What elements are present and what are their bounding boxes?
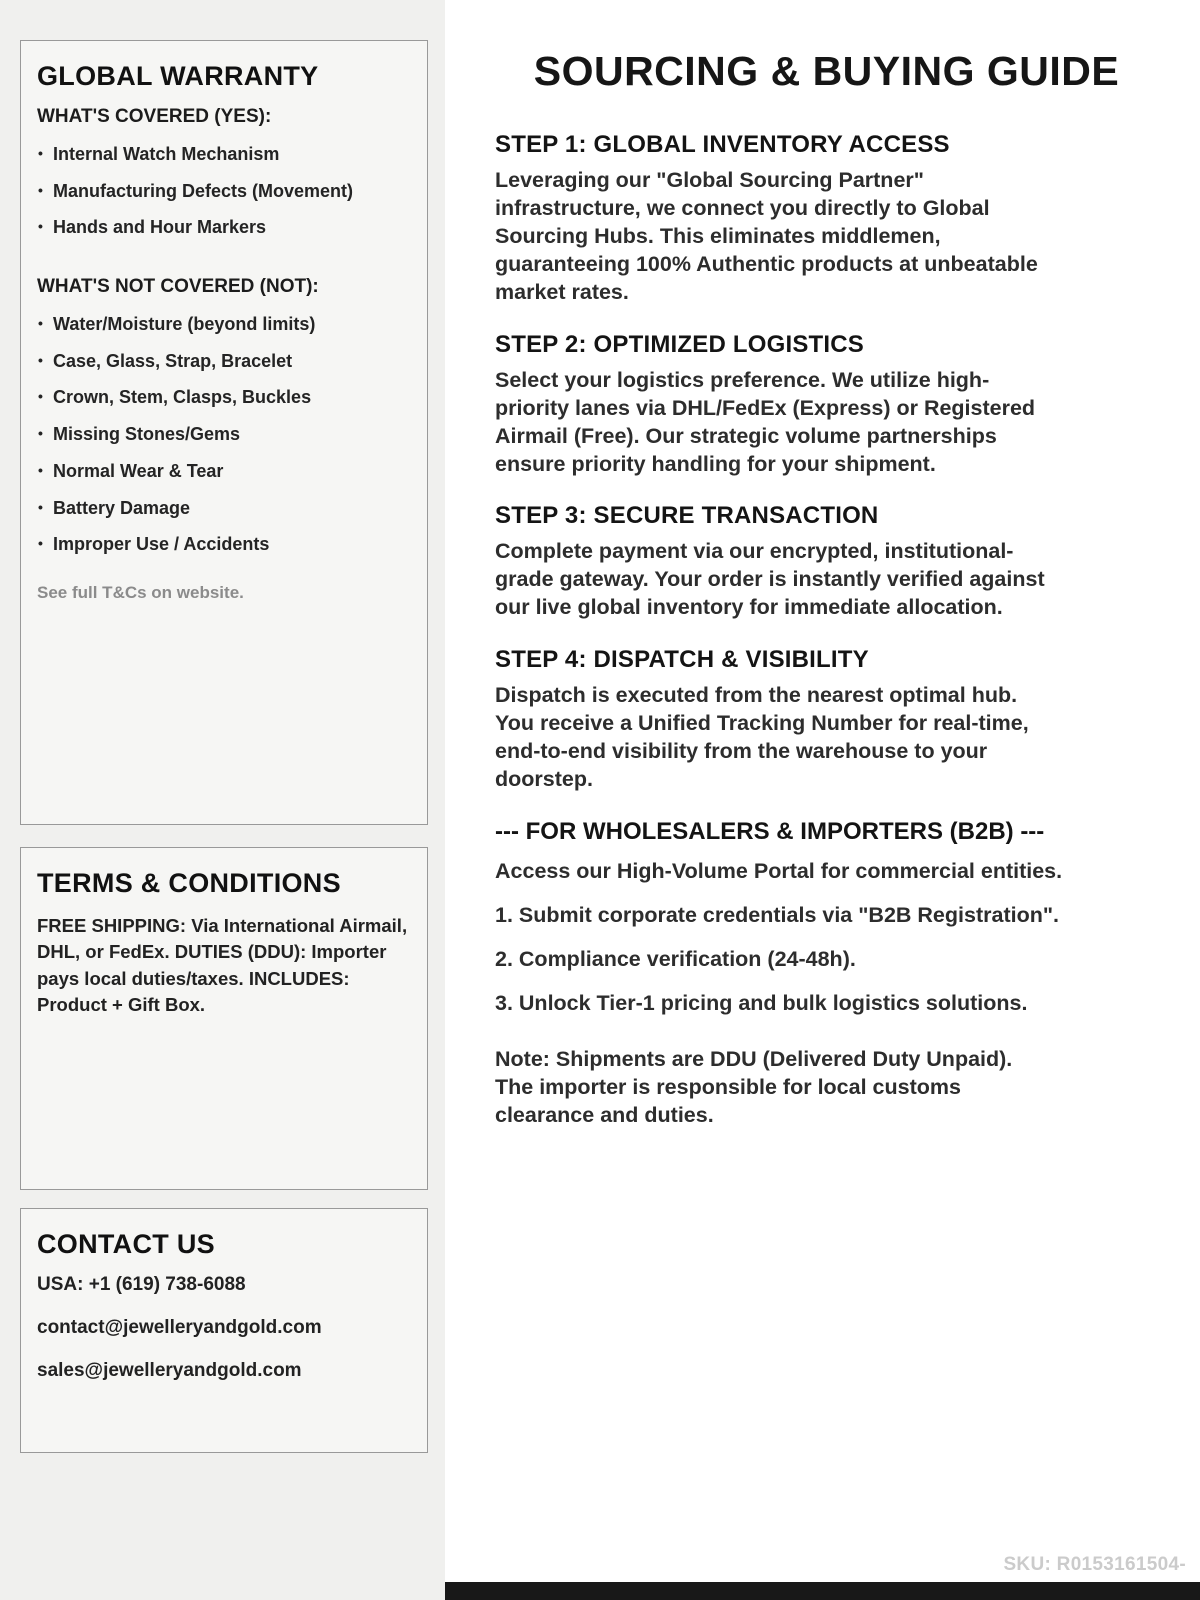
terms-body: FREE SHIPPING: Via International Airmail, DHL, or FedEx. DUTIES (DDU): Importer pays local duties/taxes. INCLUDES: Product + Gift Box. [37, 915, 408, 1015]
warranty-panel [20, 40, 428, 825]
list-item: • Water/Moisture (beyond limits) [37, 314, 411, 335]
covered-heading: WHAT'S COVERED (YES): [37, 106, 272, 127]
page-title: SOURCING & BUYING GUIDE [533, 48, 1120, 94]
step-1-heading: STEP 1: GLOBAL INVENTORY ACCESS [495, 131, 950, 158]
step-3-heading: STEP 3: SECURE TRANSACTION [495, 502, 879, 530]
contact-title: CONTACT US [37, 1229, 215, 1259]
step-4-heading: STEP 4: DISPATCH & VISIBILITY [495, 646, 869, 674]
step-4-body: Dispatch is executed from the nearest optimal hub. You receive a Unified Tracking Number for real-time, end-to-end visibility from the warehouse to your doorstep. [495, 683, 1029, 792]
main-content [445, 0, 1200, 1600]
contact-phone: USA: +1 (619) 738-6088 [37, 1274, 246, 1295]
list-item: • Improper Use / Accidents [37, 534, 411, 555]
list-item: • Internal Watch Mechanism [37, 144, 411, 165]
step-3-body: Complete payment via our encrypted, institutional-grade gateway. Your order is instantly verified against our live global inventory for immediate allocation. [495, 539, 1045, 620]
sidebar [0, 0, 445, 1600]
terms-panel [20, 847, 428, 1190]
b2b-note: Note: Shipments are DDU (Delivered Duty Unpaid). The importer is responsible for local customs clearance and duties. [495, 1046, 1013, 1127]
step-3 [495, 502, 1158, 622]
step-2-body: Select your logistics preference. We utilize high-priority lanes via DHL/FedEx (Express) or Registered Airmail (Free). Our strategic volume partnerships ensure priority handling for your shipment. [495, 367, 1036, 476]
terms-title: TERMS & CONDITIONS [37, 868, 341, 898]
step-2-heading: STEP 2: OPTIMIZED LOGISTICS [495, 330, 864, 358]
sales-email: sales@jewelleryandgold.com [37, 1360, 302, 1381]
step-1 [495, 131, 1158, 307]
b2b-item-2: 2. Compliance verification (24-48h). [495, 946, 856, 971]
step-2 [495, 331, 1158, 479]
sku-label: SKU: R0153161504- [1003, 1554, 1186, 1575]
list-item: • Hands and Hour Markers [37, 217, 411, 238]
b2b-intro: Access our High-Volume Portal for commercial entities. [495, 859, 1063, 883]
b2b-item-3: 3. Unlock Tier-1 pricing and bulk logistics solutions. [495, 990, 1028, 1015]
step-1-body: Leveraging our "Global Sourcing Partner" infrastructure, we connect you directly to Global Sourcing Hubs. This eliminates middlemen, guaranteeing 100% Authentic products at unbeatable market rates. [495, 168, 1038, 304]
bottom-bar [445, 1582, 1200, 1600]
contact-panel [20, 1208, 428, 1453]
list-item: • Battery Damage [37, 498, 411, 519]
b2b-heading: --- FOR WHOLESALERS & IMPORTERS (B2B) --- [495, 818, 1045, 845]
warranty-title: GLOBAL WARRANTY [37, 61, 319, 91]
b2b-section [495, 818, 1158, 1130]
step-4 [495, 646, 1158, 794]
b2b-item-1: 1. Submit corporate credentials via "B2B Registration". [495, 902, 1060, 927]
list-item: • Normal Wear & Tear [37, 461, 411, 482]
list-item: • Missing Stones/Gems [37, 424, 411, 445]
not-covered-heading: WHAT'S NOT COVERED (NOT): [37, 276, 319, 298]
list-item: • Case, Glass, Strap, Bracelet [37, 351, 411, 372]
contact-email: contact@jewelleryandgold.com [37, 1317, 322, 1338]
warranty-footnote: See full T&Cs on website. [37, 582, 244, 602]
list-item: • Crown, Stem, Clasps, Buckles [37, 387, 411, 408]
list-item: • Manufacturing Defects (Movement) [37, 181, 411, 202]
covered-list [37, 144, 411, 238]
not-covered-list [37, 314, 411, 555]
